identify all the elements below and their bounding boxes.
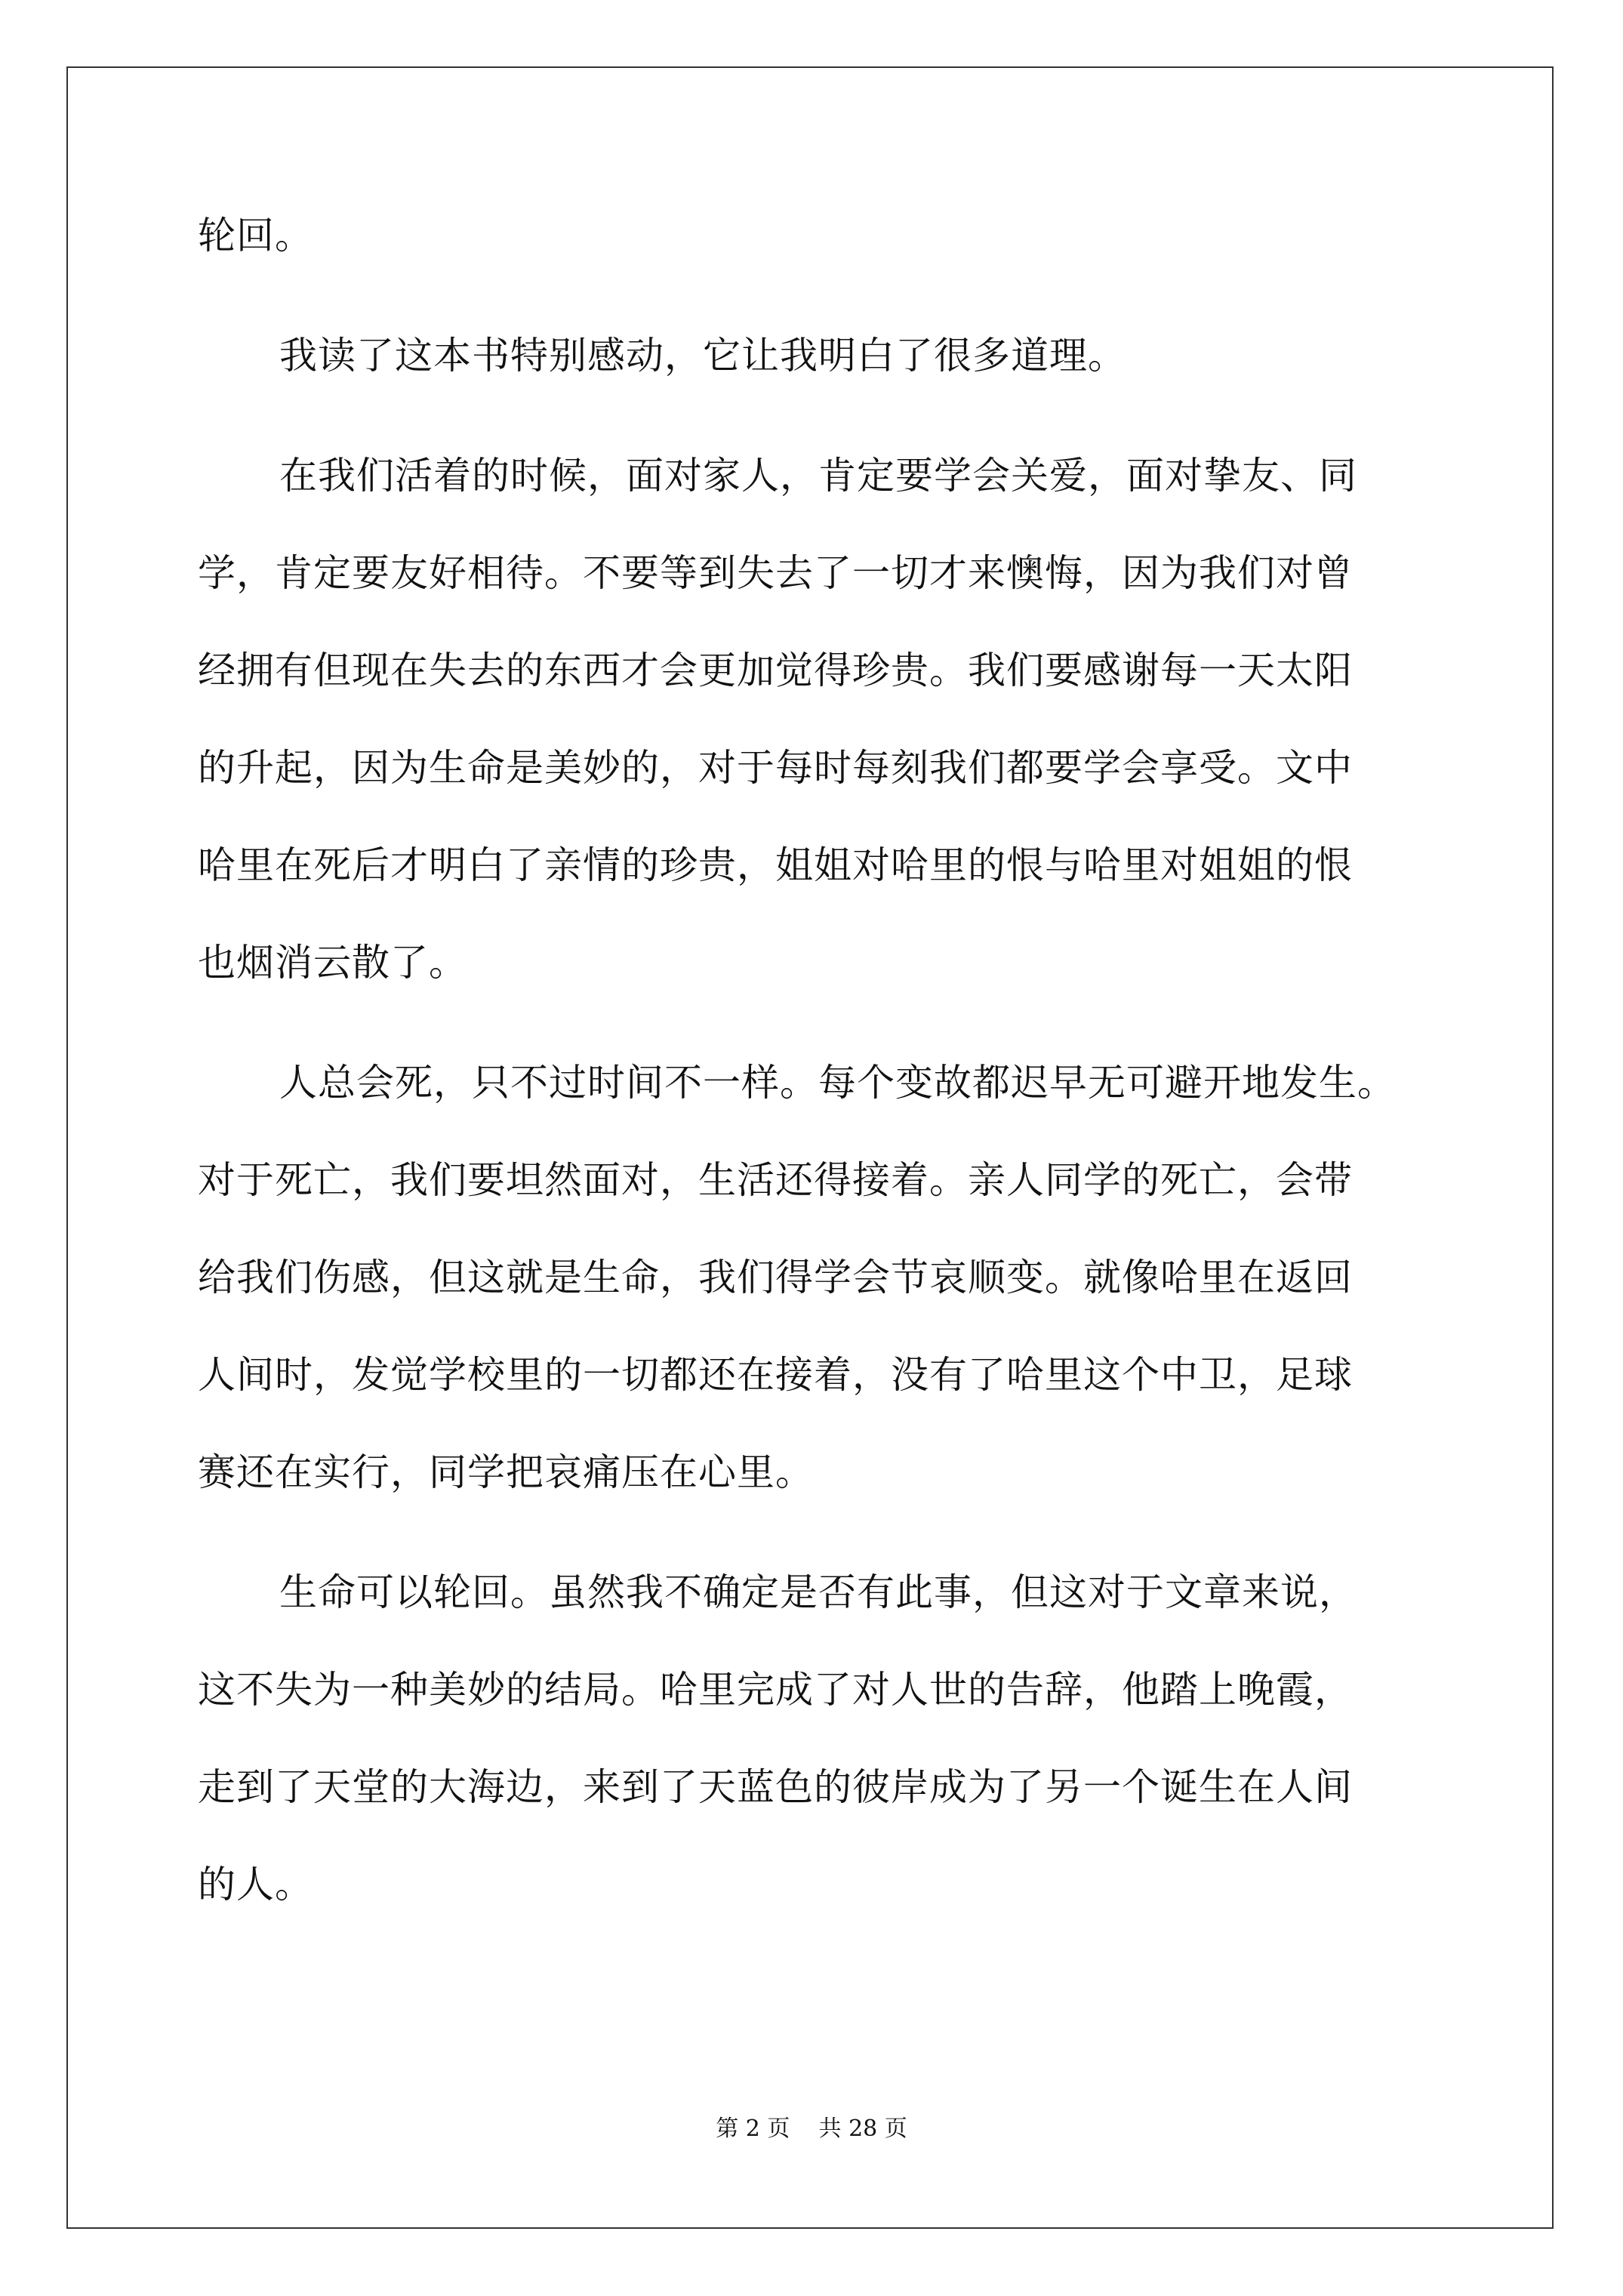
total-pages: 共 28 页 xyxy=(818,2116,907,2142)
text-line: 的人。 xyxy=(198,1863,313,1906)
paragraph-start-line: 人总会死，只不过时间不一样。每个变故都迟早无可避开地发生。 xyxy=(279,1061,1396,1105)
page-footer xyxy=(0,2114,1623,2144)
text-line: 人间时，发觉学校里的一切都还在接着，没有了哈里这个中卫，足球 xyxy=(198,1353,1353,1397)
text-line: 给我们伤感，但这就是生命，我们得学会节哀顺变。就像哈里在返回 xyxy=(198,1256,1353,1299)
text-line: 学，肯定要友好相待。不要等到失去了一切才来懊悔，因为我们对曾 xyxy=(198,551,1353,595)
paragraph-start-line: 在我们活着的时候，面对家人，肯定要学会关爱，面对挚友、同 xyxy=(279,454,1357,498)
text-line: 轮回。 xyxy=(198,214,313,257)
text-line: 走到了天堂的大海边，来到了天蓝色的彼岸成为了另一个诞生在人间 xyxy=(198,1765,1353,1809)
text-line: 哈里在死后才明白了亲情的珍贵，姐姐对哈里的恨与哈里对姐姐的恨 xyxy=(198,843,1353,887)
text-line: 也烟消云散了。 xyxy=(198,941,467,985)
text-line: 这不失为一种美妙的结局。哈里完成了对人世的告辞，他踏上晚霞， xyxy=(198,1668,1353,1712)
text-line: 的升起，因为生命是美妙的，对于每时每刻我们都要学会享受。文中 xyxy=(198,746,1353,790)
paragraph-start-line: 生命可以轮回。虽然我不确定是否有此事，但这对于文章来说， xyxy=(279,1570,1357,1614)
paragraph-start-line: 我读了这本书特别感动，它让我明白了很多道理。 xyxy=(279,334,1126,378)
page-number: 第 2 页 xyxy=(716,2116,790,2142)
text-line: 赛还在实行，同学把哀痛压在心里。 xyxy=(198,1450,814,1494)
text-line: 经拥有但现在失去的东西才会更加觉得珍贵。我们要感谢每一天太阳 xyxy=(198,649,1353,692)
text-line: 对于死亡，我们要坦然面对，生活还得接着。亲人同学的死亡，会带 xyxy=(198,1158,1353,1202)
